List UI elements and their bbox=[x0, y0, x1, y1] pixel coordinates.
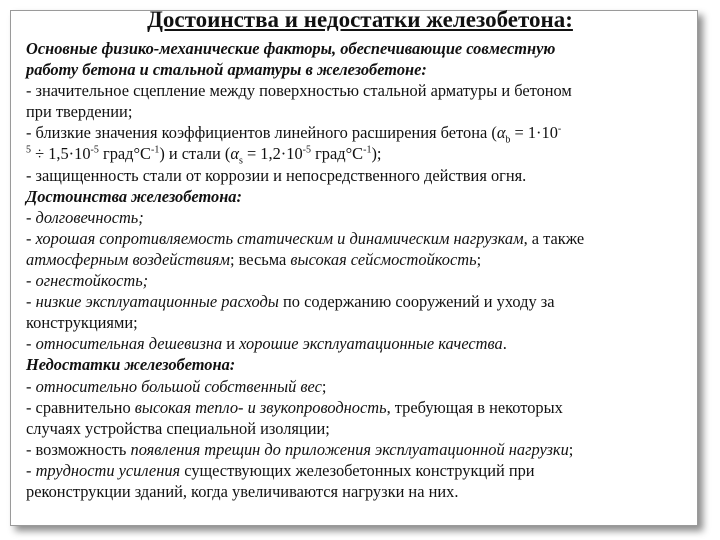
exponent-1b: -1 bbox=[363, 145, 372, 156]
disadvantage-cracks-text: появления трещин до приложения эксплуатационной нагрузки bbox=[130, 439, 569, 459]
disadvantage-strengthening-text: трудности усиления bbox=[35, 460, 181, 480]
advantage-resistance-line-1 bbox=[26, 228, 690, 249]
disadvantage-weight-end: ; bbox=[321, 376, 327, 396]
exponent-5a: -5 bbox=[90, 145, 99, 156]
advantages-heading: Достоинства железобетона: bbox=[26, 186, 242, 206]
intro-heading-line-1: Основные физико-механические факторы, обеспечивающие совместную bbox=[26, 39, 556, 58]
advantage-seismic-end: ; bbox=[476, 249, 482, 269]
alpha-b-symbol: α bbox=[496, 123, 506, 143]
intro-item-2-text-a: - близкие значения коэффициентов линейного расширения бетона ( bbox=[26, 123, 497, 143]
disadvantage-cracks-prefix: - возможность bbox=[26, 439, 131, 459]
bullet-dash: - bbox=[26, 292, 36, 312]
disadvantage-conductivity-prefix: - сравнительно bbox=[26, 397, 135, 417]
advantage-fire-resistance: - огнестойкость; bbox=[26, 271, 149, 291]
advantage-resistance-text: хорошая сопротивляемость статическим и динамическим нагрузкам bbox=[35, 228, 524, 248]
disadvantage-strengthening-suffix: существующих железобетонных конструкций при bbox=[180, 460, 535, 480]
intro-item-2-line-1 bbox=[26, 122, 690, 146]
advantage-costs-line-1 bbox=[26, 291, 690, 312]
bullet-dash: - bbox=[26, 376, 36, 396]
exponent-minus: - bbox=[557, 123, 562, 135]
advantage-resistance-line-2 bbox=[26, 249, 690, 270]
intro-item-2-text-g: ) и стали ( bbox=[159, 144, 231, 164]
advantage-costs-text: низкие эксплуатационные расходы bbox=[35, 292, 279, 312]
advantage-costs-suffix: по содержанию сооружений и уходу за bbox=[278, 292, 555, 312]
slide-title: Достоинства и недостатки железобетона: bbox=[147, 7, 573, 32]
intro-item-3: - защищенность стали от коррозии и непосредственного действия огня. bbox=[26, 165, 527, 185]
advantage-atmospheric-text: атмосферным воздействиям bbox=[26, 249, 230, 269]
advantage-durability: - долговечность; bbox=[26, 207, 144, 227]
disadvantage-cracks-end: ; bbox=[568, 439, 574, 459]
advantage-quality-end: . bbox=[502, 334, 507, 354]
advantage-connector: ; весьма bbox=[229, 249, 291, 269]
intro-item-1-line-1: - значительное сцепление между поверхностью стальной арматуры и бетоном bbox=[26, 81, 572, 101]
bullet-dash: - bbox=[26, 334, 36, 354]
intro-item-1-line-2: при твердении; bbox=[26, 102, 133, 122]
disadvantage-strengthening-line-2: реконструкции зданий, когда увеличиваются нагрузки на них. bbox=[26, 481, 459, 501]
disadvantages-heading: Недостатки железобетона: bbox=[26, 355, 236, 375]
disadvantage-conductivity-line-2: случаях устройства специальной изоляции; bbox=[26, 418, 330, 438]
intro-item-2-text-b: = 1·10 bbox=[510, 123, 558, 143]
bullet-dash: - bbox=[26, 228, 36, 248]
advantage-costs-line-2: конструкциями; bbox=[26, 313, 138, 333]
disadvantage-cracks bbox=[26, 439, 690, 460]
intro-item-2-text-e: ÷ 1,5·10 bbox=[31, 144, 91, 164]
intro-item-2-text-f: град°С bbox=[98, 144, 151, 164]
bullet-dash: - bbox=[26, 460, 36, 480]
advantage-resistance-suffix: , а также bbox=[523, 228, 585, 248]
advantage-quality-text: хорошие эксплуатационные качества bbox=[239, 334, 503, 354]
disadvantage-weight bbox=[26, 376, 690, 397]
advantage-cheapness-text: относительная дешевизна bbox=[35, 334, 223, 354]
intro-heading-line-2: работу бетона и стальной арматуры в железобетоне: bbox=[26, 60, 427, 80]
advantage-seismic-text: высокая сейсмостойкость bbox=[290, 249, 477, 269]
disadvantage-strengthening-line-1 bbox=[26, 460, 690, 481]
advantage-cheapness bbox=[26, 333, 690, 354]
alpha-s-subscript: s bbox=[238, 155, 243, 167]
disadvantage-conductivity-line-1 bbox=[26, 397, 690, 418]
intro-item-2-line-2 bbox=[26, 143, 690, 167]
disadvantage-conductivity-suffix: , требующая в некоторых bbox=[386, 397, 563, 417]
exponent-5b: -5 bbox=[302, 145, 311, 156]
intro-item-2-text-i: град°С bbox=[310, 144, 364, 164]
intro-item-2-text-h: = 1,2·10 bbox=[242, 144, 303, 164]
disadvantage-conductivity-text: высокая тепло- и звукопроводность bbox=[134, 397, 387, 417]
disadvantage-weight-text: относительно большой собственный вес bbox=[35, 376, 322, 396]
advantage-cheapness-and: и bbox=[222, 334, 240, 354]
alpha-b-subscript: b bbox=[505, 134, 511, 146]
exponent-five: 5 bbox=[26, 145, 31, 156]
exponent-1a: -1 bbox=[151, 145, 160, 156]
alpha-s-symbol: α bbox=[230, 144, 239, 164]
intro-item-2-text-j: ); bbox=[371, 144, 382, 164]
slide-body bbox=[26, 38, 690, 502]
